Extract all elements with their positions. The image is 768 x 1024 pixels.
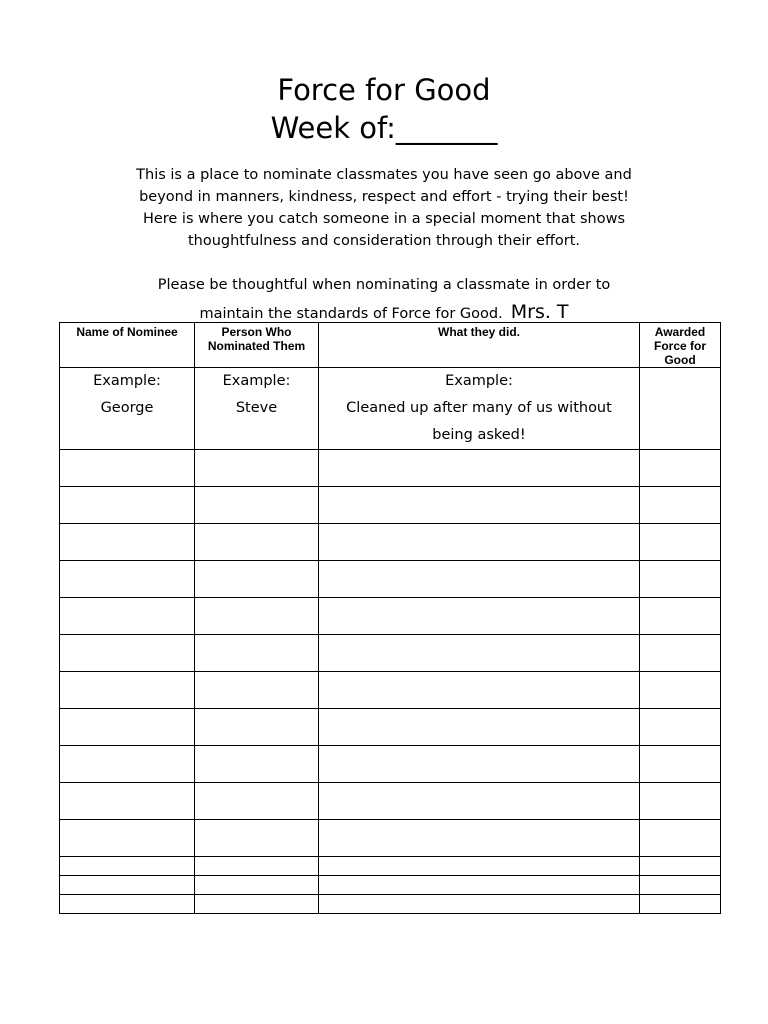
awarded-cell[interactable] [640, 895, 721, 914]
table-row [60, 876, 721, 895]
what-they-did-cell[interactable] [319, 672, 640, 709]
page-title: Force for Good [277, 73, 491, 107]
nominee-cell[interactable] [60, 487, 195, 524]
teacher-signature: Mrs. T [510, 301, 569, 323]
awarded-cell[interactable] [640, 524, 721, 561]
nominee-cell[interactable] [60, 746, 195, 783]
nominee-cell[interactable] [60, 450, 195, 487]
table-row [60, 561, 721, 598]
nominee-cell[interactable] [60, 709, 195, 746]
header-awarded-force-for-good: Awarded Force for Good [640, 323, 721, 368]
what-they-did-cell[interactable] [319, 524, 640, 561]
nominee-cell[interactable] [60, 561, 195, 598]
awarded-cell[interactable] [640, 635, 721, 672]
nominee-cell[interactable] [60, 635, 195, 672]
nominator-cell[interactable] [195, 672, 319, 709]
table-row [60, 857, 721, 876]
example-label: Example: [93, 373, 161, 389]
example-what-text: being asked! [432, 427, 526, 443]
nominator-cell[interactable] [195, 487, 319, 524]
what-they-did-cell[interactable] [319, 820, 640, 857]
what-they-did-cell[interactable] [319, 598, 640, 635]
table-row [60, 524, 721, 561]
nominator-cell[interactable] [195, 598, 319, 635]
awarded-cell[interactable] [640, 487, 721, 524]
nominator-cell[interactable] [195, 635, 319, 672]
nominator-cell[interactable] [195, 746, 319, 783]
example-what-text: Cleaned up after many of us without [346, 400, 612, 416]
nominator-cell[interactable] [195, 857, 319, 876]
table-row [60, 709, 721, 746]
what-they-did-cell[interactable] [319, 709, 640, 746]
nominee-cell[interactable] [60, 524, 195, 561]
example-nominee-cell [60, 368, 195, 450]
nominee-cell[interactable] [60, 895, 195, 914]
awarded-cell[interactable] [640, 857, 721, 876]
example-row [60, 368, 721, 450]
example-nominator: Steve [235, 400, 278, 416]
nomination-note [100, 272, 668, 328]
nominator-cell[interactable] [195, 709, 319, 746]
header-what-they-did: What they did. [319, 323, 640, 368]
header-name-of-nominee: Name of Nominee [60, 323, 195, 368]
example-nominee: George [100, 400, 154, 416]
example-label: Example: [222, 373, 291, 389]
example-label: Example: [445, 373, 513, 389]
table-row [60, 746, 721, 783]
note-line-text: maintain the standards of Force for Good. [199, 306, 503, 322]
table-row [60, 450, 721, 487]
nominator-cell[interactable] [195, 895, 319, 914]
awarded-cell[interactable] [640, 820, 721, 857]
what-they-did-cell[interactable] [319, 635, 640, 672]
nominator-cell[interactable] [195, 450, 319, 487]
awarded-cell[interactable] [640, 876, 721, 895]
table-row [60, 783, 721, 820]
nominee-cell[interactable] [60, 672, 195, 709]
what-they-did-cell[interactable] [319, 746, 640, 783]
nominations-table [59, 322, 721, 914]
intro-paragraph [110, 164, 658, 252]
what-they-did-cell[interactable] [319, 561, 640, 598]
table-header-row [60, 323, 721, 368]
nominator-cell[interactable] [195, 783, 319, 820]
example-nominator-cell [195, 368, 319, 450]
nominator-cell[interactable] [195, 820, 319, 857]
week-of-field: Week of:_______ [270, 111, 498, 145]
awarded-cell[interactable] [640, 561, 721, 598]
awarded-cell[interactable] [640, 598, 721, 635]
nominator-cell[interactable] [195, 876, 319, 895]
intro-line: This is a place to nominate classmates you have seen go above and [136, 167, 632, 183]
note-line: Please be thoughtful when nominating a classmate in order to [157, 277, 611, 293]
example-what-cell [319, 368, 640, 450]
nominee-cell[interactable] [60, 820, 195, 857]
intro-line: thoughtfulness and consideration through their effort. [187, 233, 581, 249]
awarded-cell[interactable] [640, 672, 721, 709]
awarded-cell[interactable] [640, 450, 721, 487]
nominee-cell[interactable] [60, 783, 195, 820]
awarded-cell[interactable] [640, 709, 721, 746]
what-they-did-cell[interactable] [319, 450, 640, 487]
awarded-cell[interactable] [640, 746, 721, 783]
header-person-who-nominated: Person Who Nominated Them [195, 323, 319, 368]
nominee-cell[interactable] [60, 857, 195, 876]
what-they-did-cell[interactable] [319, 895, 640, 914]
awarded-cell[interactable] [640, 783, 721, 820]
nominee-cell[interactable] [60, 876, 195, 895]
table-row [60, 598, 721, 635]
what-they-did-cell[interactable] [319, 783, 640, 820]
nominator-cell[interactable] [195, 524, 319, 561]
intro-line: Here is where you catch someone in a special moment that shows [142, 211, 626, 227]
table-row [60, 672, 721, 709]
example-awarded-cell [640, 368, 721, 450]
nominator-cell[interactable] [195, 561, 319, 598]
table-row [60, 820, 721, 857]
table-row [60, 635, 721, 672]
intro-line: beyond in manners, kindness, respect and effort - trying their best! [139, 189, 629, 205]
table-row [60, 487, 721, 524]
what-they-did-cell[interactable] [319, 857, 640, 876]
what-they-did-cell[interactable] [319, 487, 640, 524]
table-row [60, 895, 721, 914]
nominee-cell[interactable] [60, 598, 195, 635]
what-they-did-cell[interactable] [319, 876, 640, 895]
